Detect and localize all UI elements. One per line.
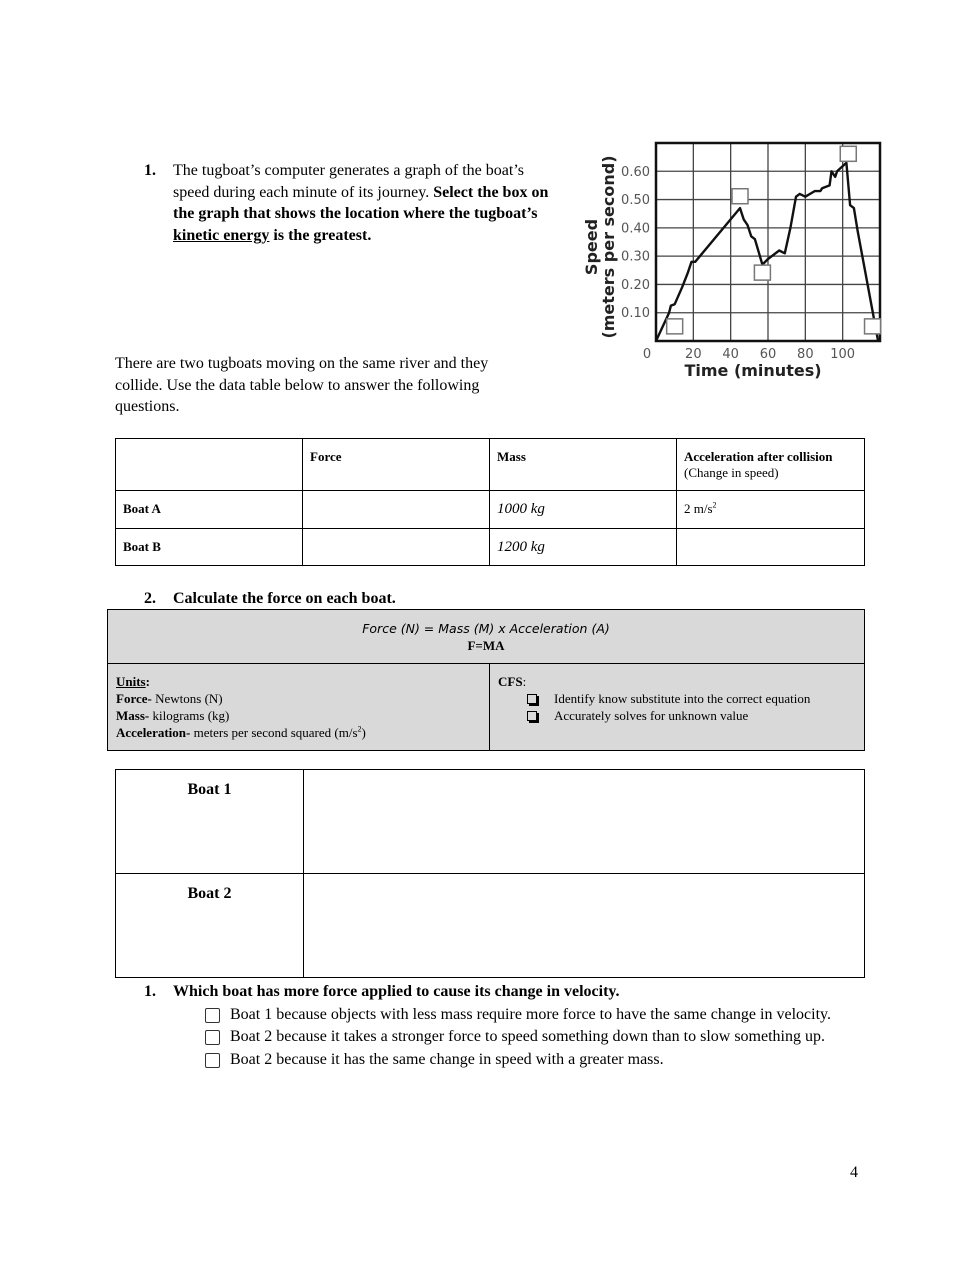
header-acceleration-sub: (Change in speed) bbox=[684, 465, 779, 480]
x-tick-label: 0 bbox=[642, 347, 652, 362]
question-1 bbox=[144, 160, 554, 247]
cfs-item-text: Identify know substitute into the correct equation bbox=[554, 691, 811, 706]
option-text: Boat 2 because it takes a stronger force to speed something down than to slow something up. bbox=[230, 1028, 825, 1046]
select-box-4[interactable] bbox=[840, 146, 856, 161]
unit-mass bbox=[116, 707, 481, 724]
checkbox-icon bbox=[527, 694, 537, 704]
table-row bbox=[116, 874, 865, 978]
table-row bbox=[116, 529, 865, 566]
select-box-1[interactable] bbox=[667, 319, 683, 334]
cfs-colon: : bbox=[522, 674, 527, 689]
speed-line bbox=[656, 163, 878, 341]
unit-name: Mass- bbox=[116, 708, 150, 723]
unit-name: Acceleration- bbox=[116, 725, 191, 740]
header-empty-cell bbox=[116, 439, 303, 491]
x-tick-label: 100 bbox=[830, 347, 856, 362]
unit-exponent: 2 bbox=[357, 724, 362, 734]
acceleration-value: 2 m/s bbox=[684, 501, 713, 516]
collision-data-table bbox=[115, 438, 865, 566]
y-tick-label: 0.60 bbox=[621, 164, 650, 180]
acceleration-exponent: 2 bbox=[712, 500, 717, 510]
x-tick-label: 40 bbox=[722, 347, 739, 362]
question-3-number: 1. bbox=[144, 983, 156, 1000]
checkbox[interactable] bbox=[205, 1008, 220, 1023]
y-tick-label: 0.50 bbox=[621, 193, 650, 209]
cfs-item bbox=[527, 707, 856, 724]
unit-desc: kilograms (kg) bbox=[149, 708, 230, 723]
question-2-heading bbox=[144, 590, 396, 608]
row-label: Boat A bbox=[116, 491, 303, 529]
y-tick-label: 0.10 bbox=[621, 306, 650, 322]
unit-force bbox=[116, 690, 481, 707]
units-cell bbox=[108, 664, 490, 751]
x-tick-label: 80 bbox=[797, 347, 814, 362]
cfs-cell bbox=[490, 664, 865, 751]
boat-2-answer-cell[interactable] bbox=[304, 874, 865, 978]
header-mass: Mass bbox=[490, 439, 677, 491]
answer-option-2[interactable] bbox=[230, 1026, 874, 1048]
unit-desc: meters per second squared (m/s bbox=[190, 725, 358, 740]
formula-reference-box bbox=[107, 609, 865, 751]
table-row bbox=[116, 770, 865, 874]
question-3 bbox=[144, 981, 874, 1071]
question-2-number: 2. bbox=[144, 590, 156, 607]
acceleration-cell[interactable] bbox=[677, 529, 865, 566]
cfs-item bbox=[527, 690, 856, 707]
question-1-number: 1. bbox=[144, 162, 156, 179]
question-3-title: Which boat has more force applied to cause its change in velocity. bbox=[173, 983, 620, 1000]
select-box-5[interactable] bbox=[865, 319, 881, 334]
unit-acceleration bbox=[116, 724, 481, 741]
question-3-heading bbox=[144, 981, 874, 1003]
question-2-title: Calculate the force on each boat. bbox=[173, 590, 396, 607]
checkbox-icon bbox=[527, 711, 537, 721]
formula-equation: Force (N) = Mass (M) x Acceleration (A) bbox=[362, 621, 610, 636]
intro-text: There are two tugboats moving on the same river and they collide. Use the data table below to answer the following questions. bbox=[115, 355, 489, 416]
unit-name: Force- bbox=[116, 691, 152, 706]
row-label: Boat B bbox=[116, 529, 303, 566]
header-acceleration bbox=[677, 439, 865, 491]
units-label: Units bbox=[116, 674, 146, 689]
answer-option-3[interactable] bbox=[230, 1049, 874, 1071]
unit-desc: Newtons (N) bbox=[151, 691, 223, 706]
x-tick-label: 60 bbox=[759, 347, 777, 362]
chart-svg bbox=[560, 135, 890, 385]
header-force: Force bbox=[303, 439, 490, 491]
table-header-row bbox=[116, 439, 865, 491]
checkbox[interactable] bbox=[205, 1030, 220, 1045]
boat-answer-table bbox=[115, 769, 865, 978]
table-row bbox=[116, 491, 865, 529]
x-tick-label: 20 bbox=[685, 347, 702, 362]
x-axis-title: Time (minutes) bbox=[684, 361, 822, 380]
formula-short: F=MA bbox=[467, 638, 505, 653]
speed-time-chart bbox=[560, 135, 890, 385]
force-cell[interactable] bbox=[303, 491, 490, 529]
boat-2-label: Boat 2 bbox=[116, 874, 304, 978]
boat-1-answer-cell[interactable] bbox=[304, 770, 865, 874]
option-text: Boat 1 because objects with less mass require more force to have the same change in velocity. bbox=[230, 1005, 831, 1023]
cfs-item-text: Accurately solves for unknown value bbox=[554, 708, 749, 723]
boat-1-label: Boat 1 bbox=[116, 770, 304, 874]
units-colon: : bbox=[145, 674, 150, 689]
select-box-2[interactable] bbox=[732, 189, 748, 204]
force-cell[interactable] bbox=[303, 529, 490, 566]
y-tick-label: 0.20 bbox=[621, 277, 650, 293]
y-tick-label: 0.40 bbox=[621, 221, 650, 237]
mass-cell: 1000 kg bbox=[490, 491, 677, 529]
page-number: 4 bbox=[850, 1164, 858, 1181]
question-1-text: The tugboat’s computer generates a graph of the boat’s speed during each minute of its journey. bbox=[173, 162, 524, 201]
acceleration-cell bbox=[677, 491, 865, 529]
answer-option-1[interactable] bbox=[230, 1004, 874, 1026]
question-1-instruction: Select the box on the graph that shows the location where the tugboat’s bbox=[173, 183, 549, 223]
question-1-keyword: kinetic energy bbox=[173, 227, 270, 245]
formula-cell bbox=[108, 610, 865, 664]
y-tick-label: 0.30 bbox=[621, 249, 650, 265]
checkbox[interactable] bbox=[205, 1053, 220, 1068]
select-box-3[interactable] bbox=[754, 265, 770, 280]
unit-tail: ) bbox=[361, 725, 366, 740]
question-1-instruction-end: is the greatest. bbox=[273, 227, 372, 245]
y-axis-title: Speed bbox=[582, 218, 601, 276]
header-acceleration-title: Acceleration after collision bbox=[684, 449, 833, 464]
cfs-label: CFS bbox=[498, 674, 523, 689]
option-text: Boat 2 because it has the same change in speed with a greater mass. bbox=[230, 1051, 664, 1069]
y-axis-subtitle: (meters per second) bbox=[599, 155, 618, 339]
mass-cell: 1200 kg bbox=[490, 529, 677, 566]
